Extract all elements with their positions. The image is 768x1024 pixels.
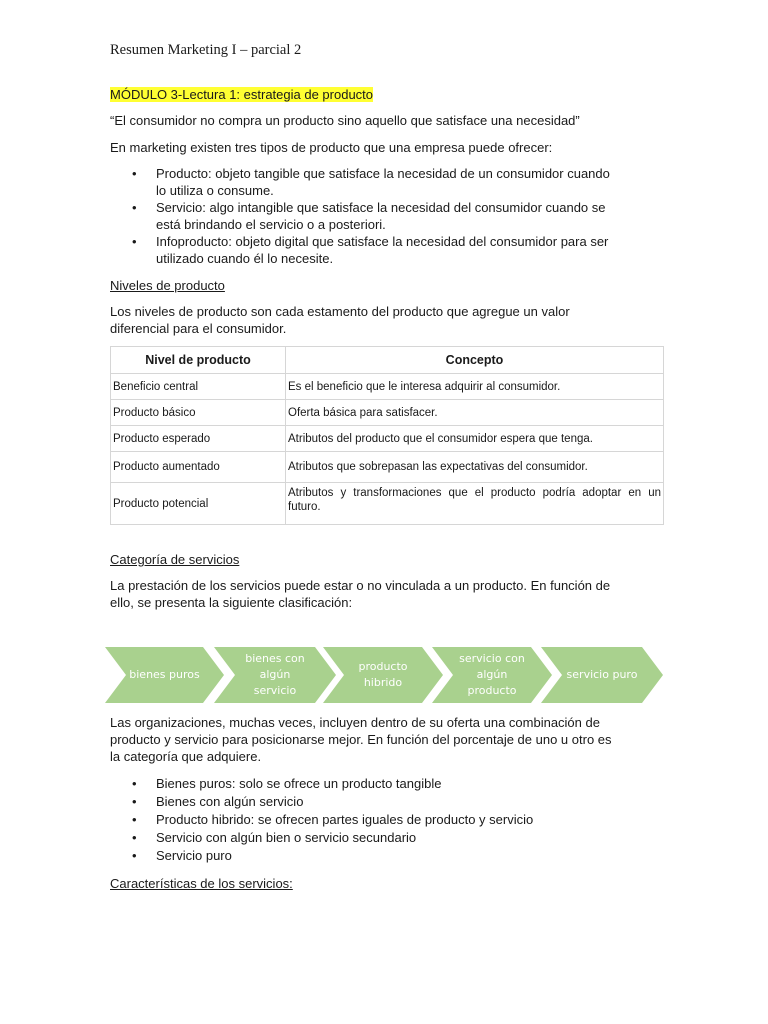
chevron-label [432, 647, 552, 703]
list-item: • Producto hibrido: se ofrecen partes iguales de producto y servicio [110, 811, 662, 829]
column-header: Concepto [286, 347, 664, 374]
list-item-line: Infoproducto: objeto digital que satisface la necesidad del consumidor para ser [156, 234, 609, 249]
chevron-label-line: servicio [253, 684, 297, 697]
intro-paragraph: En marketing existen tres tipos de producto que una empresa puede ofrecer: [110, 140, 553, 155]
chevron-producto-hibrido [323, 647, 443, 703]
list-item: • Servicio puro [110, 847, 662, 865]
table-cell-nivel: Beneficio central [111, 374, 286, 400]
paragraph-line: la categoría que adquiere. [110, 749, 262, 764]
list-item-line: está brindando el servicio o a posteriori. [156, 217, 386, 232]
paragraph-line: producto y servicio para posicionarse mejor. En función del porcentaje de uno u otro es [110, 732, 612, 747]
chevron-label-line: hibrido [363, 676, 403, 689]
chevron-label-line: servicio puro [566, 668, 638, 681]
services-heading: Categoría de servicios [110, 552, 240, 567]
chevron-label [105, 647, 224, 703]
list-item-line: Servicio: algo intangible que satisface la necesidad del consumidor cuando se [156, 200, 606, 215]
table-cell-concepto: Atributos que sobrepasan las expectativas del consumidor. [286, 452, 664, 483]
list-item: • Servicio con algún bien o servicio secundario [110, 829, 662, 847]
table-row [111, 426, 664, 452]
table-cell-nivel: Producto aumentado [111, 452, 286, 483]
product-types-list [110, 165, 662, 267]
chevron-servicio-con-algun-producto [432, 647, 552, 703]
chevron-label-line: bienes con [245, 652, 305, 665]
paragraph-line: ello, se presenta la siguiente clasificación: [110, 595, 353, 610]
paragraph-line: Los niveles de producto son cada estamento del producto que agregue un valor [110, 304, 570, 319]
service-categories-list [110, 775, 662, 865]
table-row [111, 374, 664, 400]
chevron-bienes-con-algun-servicio [214, 647, 336, 703]
chevron-label-line: producto [358, 660, 408, 673]
services-paragraph [110, 577, 662, 611]
list-item [110, 165, 662, 199]
quote: “El consumidor no compra un producto sino aquello que satisface una necesidad” [110, 113, 580, 128]
chevron-label [214, 647, 336, 703]
chevron-label [323, 647, 443, 703]
table-cell-concepto: Es el beneficio que le interesa adquirir al consumidor. [286, 374, 664, 400]
paragraph-line: diferencial para el consumidor. [110, 321, 287, 336]
levels-table [110, 346, 664, 525]
table-header-row [111, 347, 664, 374]
levels-paragraph [110, 303, 662, 337]
chevron-label-line: servicio con [459, 652, 525, 665]
paragraph-line: La prestación de los servicios puede estar o no vinculada a un producto. En función de [110, 578, 611, 593]
table-cell-nivel: Producto potencial [111, 483, 286, 525]
list-item [110, 233, 662, 267]
table-cell-nivel: Producto básico [111, 400, 286, 426]
chevron-label-line: producto [467, 684, 517, 697]
chevron-label-line: algún [476, 668, 508, 681]
organizations-paragraph [110, 714, 662, 765]
characteristics-heading: Características de los servicios: [110, 876, 293, 891]
chevron-bienes-puros [105, 647, 224, 703]
list-item: • Bienes con algún servicio [110, 793, 662, 811]
table-cell-concepto: Atributos del producto que el consumidor espera que tenga. [286, 426, 664, 452]
table-cell-concepto: Oferta básica para satisfacer. [286, 400, 664, 426]
table-cell-concepto: Atributos y transformaciones que el producto podría adoptar en un futuro. [286, 483, 664, 525]
document-header: Resumen Marketing I – parcial 2 [110, 42, 302, 58]
module-heading-line [110, 86, 662, 103]
list-item: • Bienes puros: solo se ofrece un producto tangible [110, 775, 662, 793]
table-row [111, 400, 664, 426]
chevron-label-line: bienes puros [129, 668, 200, 681]
column-header: Nivel de producto [111, 347, 286, 374]
table-row [111, 483, 664, 525]
list-item-line: utilizado cuando él lo necesite. [156, 251, 334, 266]
module-heading: MÓDULO 3-Lectura 1: estrategia de producto [110, 87, 374, 102]
list-item-line: Producto: objeto tangible que satisface la necesidad de un consumidor cuando [156, 166, 610, 181]
table-cell-nivel: Producto esperado [111, 426, 286, 452]
table-row [111, 452, 664, 483]
chevron-label [541, 647, 663, 703]
list-item-line: lo utiliza o consume. [156, 183, 274, 198]
chevron-label-line: algún [259, 668, 291, 681]
list-item [110, 199, 662, 233]
paragraph-line: Las organizaciones, muchas veces, incluyen dentro de su oferta una combinación de [110, 715, 600, 730]
levels-heading: Niveles de producto [110, 278, 225, 293]
chevron-servicio-puro [541, 647, 663, 703]
